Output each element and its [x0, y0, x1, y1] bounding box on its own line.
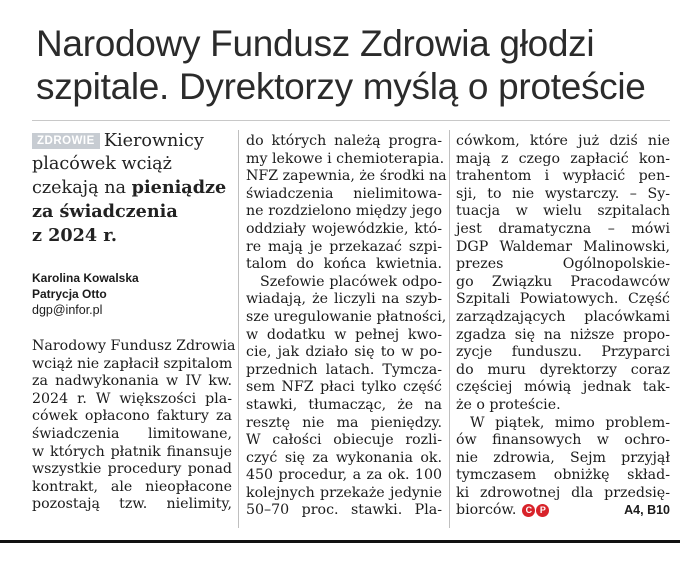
text-line: przednich latach. Tymcza-: [246, 361, 442, 378]
text-line: kontrakt, ale nieopłacone: [32, 478, 232, 495]
text-line: nie zdrowia, Sejm przyjął: [456, 449, 670, 466]
text-line: ów finansowych w ochro-: [456, 432, 670, 449]
col1-body: [32, 338, 236, 514]
copyright-p-icon: P: [536, 504, 549, 517]
text-line: częściej mówią jednak tak-: [456, 379, 670, 396]
headline-line-2: szpitale. Dyrektorzy myślą o proteście: [36, 66, 646, 107]
author-1: Karolina Kowalska: [32, 271, 139, 285]
section-badge: ZDROWIE: [32, 133, 100, 149]
author-2: Patrycja Otto: [32, 287, 107, 301]
text-line: cówkom, które już dziś nie: [456, 133, 670, 149]
headline: [36, 22, 666, 108]
text-line: sem NFZ płaci tylko część: [246, 379, 442, 396]
text-line: wciąż nie zapłacił szpitalom: [32, 355, 233, 372]
top-rule: [32, 120, 670, 121]
text-line: pozostają tzw. nielimity,: [32, 496, 232, 513]
text-line: świadczenia nielimitowa-: [246, 185, 442, 202]
lead-line-4: za świadczenia: [32, 201, 178, 222]
text-line: sji, to nie wystarczy. – Sy-: [456, 185, 670, 202]
text-line: w dodatku w pełnej kwo-: [246, 326, 442, 343]
text-line: biorców.: [456, 502, 517, 519]
text-line: 2024 r. W większości pla-: [32, 390, 232, 407]
lead-line-1: Kierownicy: [103, 131, 204, 151]
text-line: Szpitali Powiatowych. Część: [456, 291, 670, 308]
copyright-marks: [522, 504, 549, 517]
text-line: mają z czego zapłacić kon-: [456, 150, 670, 167]
lead: [32, 130, 232, 248]
text-line: DGP Waldemar Malinowski,: [456, 238, 670, 255]
text-line: prezes Ogólnopolskie-: [456, 256, 670, 273]
lead-line-5: z 2024 r.: [32, 225, 117, 246]
headline-line-1: Narodowy Fundusz Zdrowia głodzi: [36, 23, 595, 64]
text-line: stawki, tłumacząc, że na: [246, 396, 442, 413]
text-line: W piątek, mimo problem-: [470, 414, 670, 431]
text-line: resztę nie ma pieniędzy.: [246, 414, 442, 431]
text-line: do muru dyrektorzy coraz: [456, 361, 670, 378]
text-line: cówek opłacono faktury za: [32, 408, 232, 425]
lead-line-3b: pieniądze: [131, 177, 227, 198]
page-reference: A4, B10: [624, 503, 670, 518]
copyright-c-icon: C: [522, 504, 535, 517]
text-line: w których płatnik finansuje: [32, 443, 232, 460]
column-divider-1: [238, 130, 239, 528]
text-line: go Związku Pracodawców: [456, 273, 670, 290]
text-line: tuacja w wielu szpitalach: [456, 203, 670, 220]
closing-line: [456, 502, 670, 520]
text-line: oddziały wojewódzkie, któ-: [246, 220, 442, 237]
text-line: ki zdrowotnej dla przedsię-: [456, 484, 670, 501]
text-line: jest dramatyczna – mówi: [456, 220, 670, 237]
byline: [32, 270, 232, 318]
lead-line-3a: czekają na: [32, 178, 132, 198]
text-line: 450 procedur, a za ok. 100: [246, 467, 442, 484]
text-line: wiadają, że liczyli na szyb-: [246, 291, 442, 308]
text-line: zycje funduszu. Przyparci: [456, 344, 670, 361]
text-line: cie, jak działo się to w po-: [246, 344, 442, 361]
column-3: [456, 133, 670, 520]
text-line: zarządzających placówkami: [456, 308, 670, 325]
text-line: czyć się za wykonania ok.: [246, 449, 442, 466]
text-line: ne rozdzielono między jego: [246, 203, 442, 220]
lead-line-2: placówek wciąż: [32, 154, 172, 174]
text-line: świadczenia limitowane,: [32, 425, 232, 442]
text-line: do których należą progra-: [246, 133, 442, 149]
text-line: Narodowy Fundusz Zdrowia: [32, 338, 236, 354]
text-line: że o proteście.: [456, 396, 561, 413]
text-line: sze uregulowanie płatności,: [246, 308, 447, 325]
text-line: Szefowie placówek odpo-: [260, 273, 442, 290]
text-line: talom do końca kwietnia.: [246, 256, 442, 273]
text-line: 50–70 proc. stawki. Pla-: [246, 502, 442, 519]
text-line: tymczasem obniżkę skład-: [456, 467, 670, 484]
column-2: [246, 133, 447, 520]
column-divider-2: [449, 130, 450, 528]
text-line: re mają je przekazać szpi-: [246, 238, 442, 255]
text-line: trahentom i wypłacić pen-: [456, 168, 670, 185]
text-line: zgadza się na niższe propo-: [456, 326, 670, 343]
bottom-rule: [0, 540, 680, 543]
text-line: za nadwykonania w IV kw.: [32, 373, 232, 390]
text-line: kolejnych przekaże jedynie: [246, 484, 442, 501]
text-line: NFZ zapewnia, że środki na: [246, 168, 447, 185]
text-line: my lekowe i chemioterapia.: [246, 150, 445, 167]
text-line: W całości obiecuje rozli-: [246, 432, 442, 449]
author-email[interactable]: dgp@infor.pl: [32, 303, 103, 317]
text-line: wszystkie procedury ponad: [32, 461, 232, 478]
column-1: [32, 130, 236, 514]
